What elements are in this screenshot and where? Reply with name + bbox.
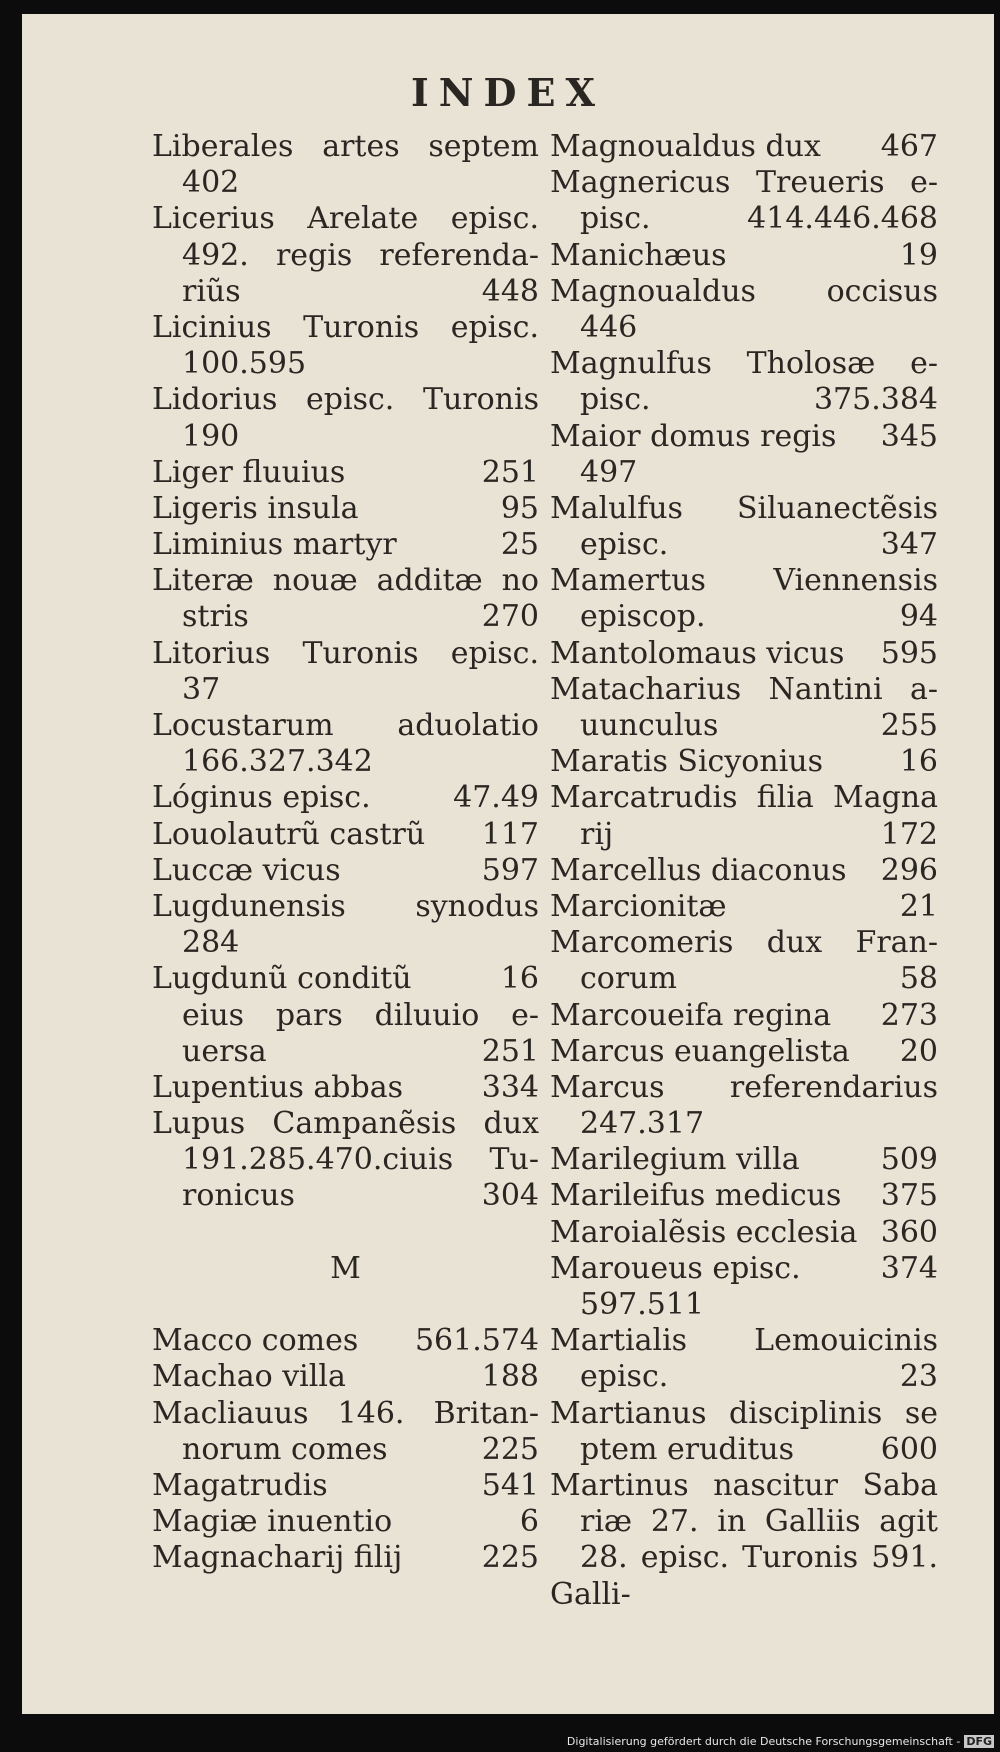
page-reference: 58 xyxy=(899,961,938,997)
index-line xyxy=(550,1251,938,1287)
index-line xyxy=(550,889,938,925)
entry-text: episcop. xyxy=(580,599,706,635)
index-line xyxy=(152,853,539,889)
page-reference: 509 xyxy=(880,1142,938,1178)
entry-text: norum comes xyxy=(182,1431,388,1467)
index-line xyxy=(550,1178,938,1214)
entry-text: Licinius Turonis episc. xyxy=(152,309,539,345)
page-reference: 47.49 xyxy=(453,780,539,816)
entry-text: 100.595 xyxy=(182,346,307,382)
entry-text: Marcomeris dux Fran- xyxy=(550,925,938,961)
entry-text: 191.285.470.ciuis Tu- xyxy=(182,1142,539,1178)
index-column-left xyxy=(152,129,539,1577)
entry-text: Mantolomaus vicus xyxy=(550,635,845,671)
entry-text: Licerius Arelate episc. xyxy=(152,201,539,237)
entry-text: Marilegium villa xyxy=(550,1142,800,1178)
entry-text: 247.317 xyxy=(580,1106,705,1142)
page-reference: 561.574 xyxy=(414,1323,539,1359)
entry-text: Lidorius episc. Turonis xyxy=(152,382,539,418)
entry-text: Magnoualdus dux xyxy=(550,129,821,164)
index-line xyxy=(152,201,539,237)
index-line xyxy=(152,1504,539,1540)
page-reference: 188 xyxy=(481,1359,539,1395)
entry-text: Lugdunũ conditũ xyxy=(152,961,412,997)
index-line xyxy=(550,346,938,382)
entry-text: Macco comes xyxy=(152,1323,359,1359)
index-line xyxy=(550,853,938,889)
index-line xyxy=(152,419,539,455)
entry-text: Galli- xyxy=(550,1576,631,1612)
entry-text: ronicus xyxy=(182,1178,295,1214)
entry-text: Magatrudis xyxy=(152,1467,328,1503)
index-line xyxy=(152,1106,539,1142)
index-line xyxy=(550,817,938,853)
page-reference: 414.446.468 xyxy=(747,201,938,237)
entry-text: Magnericus Treueris e- xyxy=(550,165,938,201)
index-line xyxy=(550,1359,938,1395)
index-line xyxy=(550,961,938,997)
index-line xyxy=(152,889,539,925)
entry-text: Maroueus episc. xyxy=(550,1250,801,1286)
index-line xyxy=(550,925,938,961)
index-line xyxy=(550,672,938,708)
entry-text: pisc. xyxy=(580,201,651,237)
page-reference: 270 xyxy=(481,599,539,635)
index-line xyxy=(550,238,938,274)
index-line xyxy=(152,961,539,997)
entry-text: Liberales artes septem xyxy=(152,129,539,164)
index-line xyxy=(152,817,539,853)
page-reference: 375.384 xyxy=(813,382,938,418)
index-line xyxy=(152,165,539,201)
entry-text: corum xyxy=(580,961,677,997)
index-line xyxy=(152,1034,539,1070)
entry-text: Magnoualdus occisus xyxy=(550,273,938,309)
index-line xyxy=(550,1468,938,1504)
index-line xyxy=(550,636,938,672)
entry-text: M xyxy=(330,1250,361,1286)
credit-text: Digitalisierung gefördert durch die Deutsche Forschungsgemeinschaft - xyxy=(566,1735,961,1748)
entry-text: 190 xyxy=(182,418,240,454)
index-line xyxy=(550,1034,938,1070)
entry-text: Matacharius Nantini a- xyxy=(550,671,938,707)
entry-text: Macliauus 146. Britan- xyxy=(152,1395,539,1431)
page-reference: 595 xyxy=(880,635,938,671)
dfg-logo: DFG xyxy=(966,1735,992,1748)
entry-text: stris xyxy=(182,599,249,635)
index-line xyxy=(550,1432,938,1468)
entry-text: 446 xyxy=(580,309,638,345)
index-line xyxy=(152,1070,539,1106)
index-line xyxy=(550,527,938,563)
entry-text: uunculus xyxy=(580,708,719,743)
index-line xyxy=(550,382,938,418)
entry-text: Martialis Lemouicinis xyxy=(550,1323,938,1359)
index-line xyxy=(550,201,938,237)
index-line xyxy=(152,382,539,418)
index-line xyxy=(152,744,539,780)
entry-text: riũs xyxy=(182,273,241,309)
entry-text: Liger fluuius xyxy=(152,454,346,490)
entry-text: Lupus Campanẽsis dux xyxy=(152,1106,539,1142)
index-line xyxy=(152,998,539,1034)
index-line xyxy=(550,708,938,744)
entry-text: Ligeris insula xyxy=(152,490,359,526)
entry-text: 28. episc. Turonis 591. xyxy=(580,1540,938,1576)
index-line xyxy=(550,744,938,780)
entry-text: Liminius martyr xyxy=(152,527,397,563)
page-reference: 345 xyxy=(880,418,938,454)
entry-text: Maratis Sicyonius xyxy=(550,744,824,780)
index-line xyxy=(152,527,539,563)
entry-text: Machao villa xyxy=(152,1359,346,1395)
entry-text: Marcellus diaconus xyxy=(550,852,847,888)
page-reference: 273 xyxy=(880,997,938,1033)
index-line xyxy=(550,419,938,455)
entry-text: Maroialẽsis ecclesia xyxy=(550,1214,858,1250)
index-line xyxy=(152,925,539,961)
page-reference: 255 xyxy=(880,708,938,743)
page-reference: 541 xyxy=(481,1467,539,1503)
index-line xyxy=(152,1468,539,1504)
index-line xyxy=(550,455,938,491)
book-page xyxy=(22,14,994,1714)
index-line xyxy=(550,563,938,599)
entry-text: Lóginus episc. xyxy=(152,780,371,816)
index-line xyxy=(152,563,539,599)
page-reference: 360 xyxy=(880,1214,938,1250)
page-reference: 251 xyxy=(481,1033,539,1069)
entry-text: 597.511 xyxy=(580,1287,705,1322)
entry-text: Lugdunensis synodus xyxy=(152,888,539,924)
index-line xyxy=(550,1287,938,1323)
index-line xyxy=(550,1396,938,1432)
page-reference: 374 xyxy=(880,1250,938,1286)
index-line xyxy=(550,1142,938,1178)
entry-text: Manichæus xyxy=(550,237,727,273)
page-reference: 16 xyxy=(500,961,539,997)
index-line xyxy=(550,129,938,165)
index-line xyxy=(550,998,938,1034)
entry-text: Locustarum aduolatio xyxy=(152,708,539,743)
page-reference: 20 xyxy=(899,1033,938,1069)
entry-text: rij xyxy=(580,816,614,852)
index-line xyxy=(152,455,539,491)
index-column-right xyxy=(550,129,938,1613)
section-letter xyxy=(152,1251,539,1287)
entry-text: pisc. xyxy=(580,382,651,418)
index-line xyxy=(550,1106,938,1142)
entry-text: uersa xyxy=(182,1033,267,1069)
page-reference: 16 xyxy=(899,744,938,780)
entry-text: Martinus nascitur Saba xyxy=(550,1467,938,1503)
page-reference: 95 xyxy=(500,490,539,526)
entry-text: Litorius Turonis episc. xyxy=(152,635,539,671)
entry-text: 166.327.342 xyxy=(182,744,373,780)
index-line xyxy=(152,672,539,708)
page-reference: 94 xyxy=(899,599,938,635)
page-reference: 25 xyxy=(500,527,539,563)
index-line xyxy=(152,1287,539,1323)
entry-text: Magnulfus Tholosæ e- xyxy=(550,346,938,382)
entry-text: ptem eruditus xyxy=(580,1431,794,1467)
entry-text: 492. regis referenda- xyxy=(182,237,539,273)
entry-text: Marcus euangelista xyxy=(550,1033,850,1069)
entry-text: Marcus referendarius xyxy=(550,1069,938,1105)
page-reference: 6 xyxy=(519,1504,539,1540)
entry-text: Marcoueifa regina xyxy=(550,997,832,1033)
index-line xyxy=(152,1359,539,1395)
index-line xyxy=(550,1540,938,1576)
index-line xyxy=(152,599,539,635)
index-line xyxy=(152,238,539,274)
entry-text: 284 xyxy=(182,925,240,961)
page-reference: 296 xyxy=(880,852,938,888)
entry-text: 497 xyxy=(580,454,638,490)
entry-text: riæ 27. in Galliis agit xyxy=(580,1504,938,1540)
index-line xyxy=(550,1577,938,1613)
index-line xyxy=(152,1396,539,1432)
index-line xyxy=(550,599,938,635)
index-line xyxy=(152,1540,539,1576)
index-line xyxy=(152,708,539,744)
page-reference: 597 xyxy=(481,852,539,888)
entry-text: Louolautrũ castrũ xyxy=(152,816,426,852)
entry-text: Magiæ inuentio xyxy=(152,1504,393,1540)
index-line xyxy=(152,636,539,672)
page-reference: 172 xyxy=(880,816,938,852)
page-reference: 23 xyxy=(899,1359,938,1395)
entry-text: 37 xyxy=(182,671,221,707)
index-line xyxy=(152,129,539,165)
entry-text: Literæ nouæ additæ no xyxy=(152,563,539,599)
page-reference: 225 xyxy=(481,1431,539,1467)
entry-text: 402 xyxy=(182,165,240,201)
entry-text: Marcatrudis filia Magna xyxy=(550,780,938,816)
digitization-credit xyxy=(567,1735,994,1748)
entry-text: Luccæ vicus xyxy=(152,852,341,888)
page-reference: 21 xyxy=(899,888,938,924)
entry-text: Marcionitæ xyxy=(550,888,727,924)
index-line xyxy=(550,310,938,346)
page-reference: 117 xyxy=(481,816,539,852)
page-heading: INDEX xyxy=(411,70,605,115)
entry-text: Mamertus Viennensis xyxy=(550,563,938,599)
entry-text: Malulfus Siluanectẽsis xyxy=(550,490,938,526)
index-line xyxy=(550,780,938,816)
page-reference: 225 xyxy=(481,1540,539,1576)
index-line xyxy=(152,1323,539,1359)
index-line xyxy=(550,165,938,201)
page-reference: 467 xyxy=(880,129,938,164)
entry-text: Lupentius abbas xyxy=(152,1069,404,1105)
index-line xyxy=(152,1178,539,1214)
page-reference: 19 xyxy=(899,237,938,273)
entry-text: eius pars diluuio e- xyxy=(182,997,539,1033)
page-reference: 600 xyxy=(880,1431,938,1467)
index-line xyxy=(152,274,539,310)
index-line xyxy=(550,1215,938,1251)
page-reference: 334 xyxy=(481,1069,539,1105)
entry-text: Martianus disciplinis se xyxy=(550,1395,938,1431)
index-line xyxy=(550,1070,938,1106)
index-line xyxy=(152,346,539,382)
page-reference: 304 xyxy=(481,1178,539,1214)
entry-text: Marileifus medicus xyxy=(550,1178,842,1214)
page-reference: 448 xyxy=(481,273,539,309)
index-line xyxy=(550,1504,938,1540)
index-line xyxy=(152,1432,539,1468)
entry-text: Magnacharij filij xyxy=(152,1540,403,1576)
index-line xyxy=(152,1215,539,1251)
index-line xyxy=(152,491,539,527)
index-line xyxy=(152,780,539,816)
index-line xyxy=(152,1142,539,1178)
index-line xyxy=(152,310,539,346)
page-reference: 251 xyxy=(481,454,539,490)
index-line xyxy=(550,491,938,527)
entry-text: Maior domus regis xyxy=(550,418,837,454)
index-line xyxy=(550,274,938,310)
page-reference: 375 xyxy=(880,1178,938,1214)
index-line xyxy=(550,1323,938,1359)
page-reference: 347 xyxy=(880,527,938,563)
entry-text: episc. xyxy=(580,1359,669,1395)
entry-text: episc. xyxy=(580,527,669,563)
